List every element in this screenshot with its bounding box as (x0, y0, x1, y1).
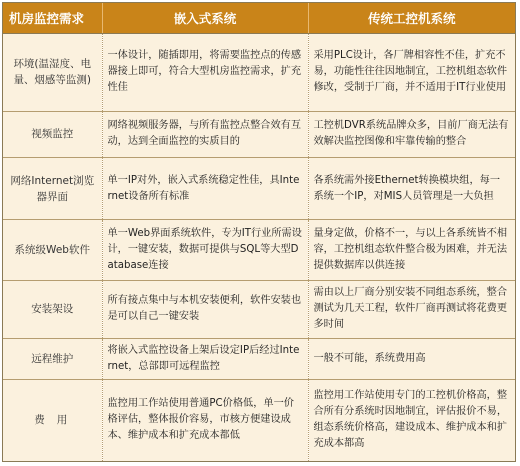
row-label: 视频监控 (3, 111, 102, 158)
header-requirement: 机房监控需求 (3, 3, 102, 34)
header-embedded-system: 嵌入式系统 (102, 3, 308, 34)
traditional-cell: 监控用工作站使用专门的工控机价格高，整合所有分系统时因地制宜，评估报价不易，组态系统价格高，建设成本、维护成本和扩充成本都高 (308, 379, 515, 461)
embedded-cell: 单一Web界面系统软件，专为IT行业所需设计，一键安装，数据可提供与SQL等大型Database连接 (102, 219, 308, 280)
table-row (3, 34, 515, 112)
row-label: 费用 (3, 379, 102, 461)
table-row (3, 280, 515, 338)
row-label: 安装架设 (3, 280, 102, 338)
table-row (3, 379, 515, 461)
table-row (3, 339, 515, 380)
comparison-table (3, 3, 515, 461)
row-label: 环境(温湿度、电量、烟感等监测) (3, 34, 102, 112)
embedded-cell: 单一IP对外，嵌入式系统稳定性佳，具Internet设备所有标准 (102, 158, 308, 219)
embedded-cell: 所有接点集中与本机安装便利，软件安装也是可以自己一键安装 (102, 280, 308, 338)
traditional-cell: 需由以上厂商分别安装不同组态系统，整合测试为几天工程，软件厂商再测试将花费更多时间 (308, 280, 515, 338)
table-row (3, 158, 515, 219)
table-header-row (3, 3, 515, 34)
traditional-cell: 各系统需外接Ethernet转换模块组，每一系统一个IP，对MIS人员管理是一大负担 (308, 158, 515, 219)
embedded-cell: 一体设计，随插即用，将需要监控点的传感器接上即可，符合大型机房监控需求，扩充性佳 (102, 34, 308, 112)
header-traditional-system: 传统工控机系统 (308, 3, 515, 34)
traditional-cell: 量身定做，价格不一，与以上各系统皆不相容，工控机组态软件整合极为困难，并无法提供数据库以供连接 (308, 219, 515, 280)
embedded-cell: 网络视频服务器，与所有监控点整合效有互动，达到全面监控的实质目的 (102, 111, 308, 158)
row-label: 网络Internet浏览器界面 (3, 158, 102, 219)
table-row (3, 111, 515, 158)
traditional-cell: 采用PLC设计，各厂牌相容性不佳，扩充不易，功能性往往因地制宜，工控机组态软件修改，受制于厂商，并不适用于IT行业使用 (308, 34, 515, 112)
embedded-cell: 将嵌入式监控设备上架后设定IP后经过Internet，总部即可远程监控 (102, 339, 308, 380)
comparison-table-container (2, 2, 516, 462)
row-label: 远程维护 (3, 339, 102, 380)
row-label: 系统级Web软件 (3, 219, 102, 280)
table-row (3, 219, 515, 280)
traditional-cell: 一般不可能，系统费用高 (308, 339, 515, 380)
traditional-cell: 工控机DVR系统品牌众多，目前厂商无法有效解决监控图像和牢靠传输的整合 (308, 111, 515, 158)
embedded-cell: 监控用工作站使用普通PC价格低，单一价格评估，整体报价容易，市核方便建设成本、维护成本和扩充成本都低 (102, 379, 308, 461)
